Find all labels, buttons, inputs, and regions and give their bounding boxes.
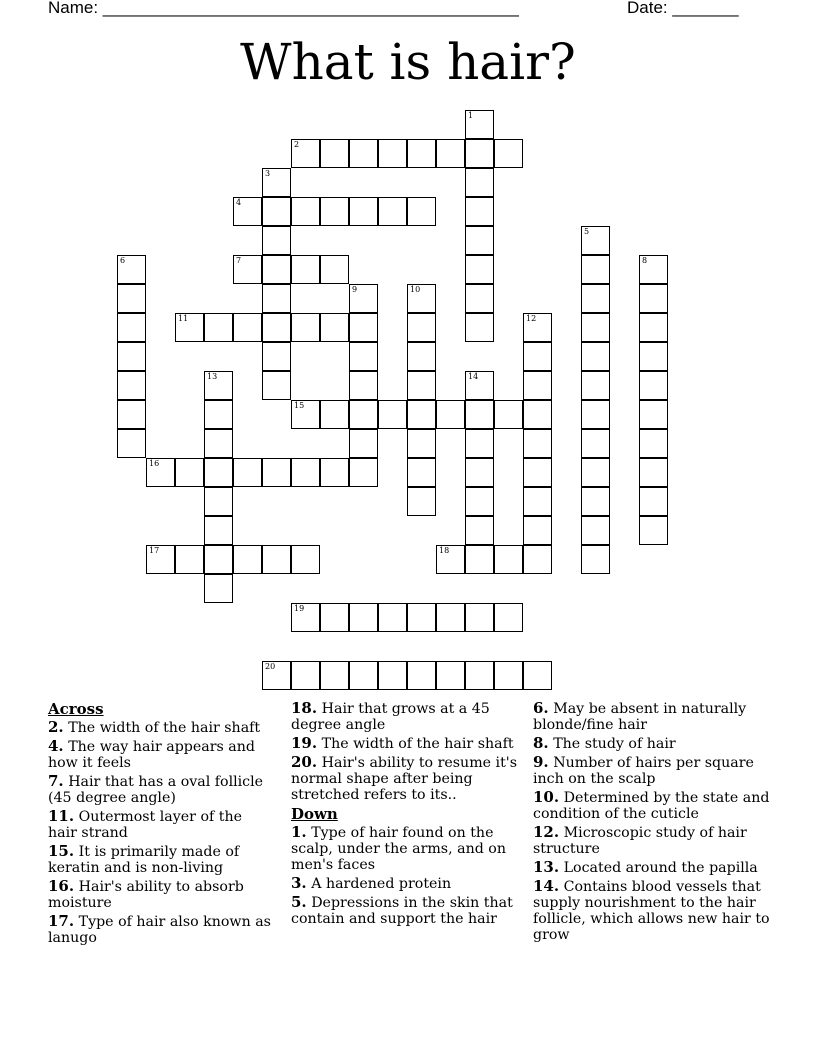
crossword-cell[interactable]	[581, 342, 610, 371]
clue-number: 4	[236, 198, 242, 207]
crossword-cell[interactable]	[465, 516, 494, 545]
crossword-cell[interactable]	[291, 313, 320, 342]
crossword-cell[interactable]	[233, 458, 262, 487]
crossword-cell[interactable]	[378, 197, 407, 226]
crossword-cell[interactable]	[349, 197, 378, 226]
crossword-cell[interactable]	[378, 603, 407, 632]
clue-number: 1	[468, 111, 474, 120]
crossword-cell[interactable]	[465, 545, 494, 574]
crossword-cell[interactable]	[233, 197, 262, 226]
crossword-cell[interactable]	[204, 458, 233, 487]
crossword-cell[interactable]	[262, 458, 291, 487]
crossword-cell[interactable]	[233, 545, 262, 574]
crossword-cell[interactable]	[291, 400, 320, 429]
crossword-cell[interactable]	[436, 400, 465, 429]
crossword-cell[interactable]	[465, 226, 494, 255]
crossword-cell[interactable]	[581, 313, 610, 342]
crossword-cell[interactable]	[291, 139, 320, 168]
crossword-cell[interactable]	[465, 139, 494, 168]
crossword-cell[interactable]	[349, 458, 378, 487]
crossword-cell[interactable]	[407, 371, 436, 400]
crossword-cell[interactable]	[639, 458, 668, 487]
clue-across-4: 4. The way hair appears and how it feels	[48, 737, 255, 771]
clue-number: 6	[120, 256, 126, 265]
crossword-cell[interactable]	[581, 545, 610, 574]
crossword-cell[interactable]	[523, 429, 552, 458]
crossword-cell[interactable]	[581, 226, 610, 255]
crossword-cell[interactable]	[639, 255, 668, 284]
clue-down-12: 12. Microscopic study of hair structure	[533, 823, 747, 857]
clue-across-7: 7. Hair that has a oval follicle (45 degree angle)	[48, 772, 264, 806]
crossword-cell[interactable]	[436, 603, 465, 632]
crossword-cell[interactable]	[204, 313, 233, 342]
crossword-cell[interactable]	[465, 400, 494, 429]
crossword-cell[interactable]	[262, 661, 291, 690]
crossword-cell[interactable]	[117, 342, 146, 371]
crossword-cell[interactable]	[117, 400, 146, 429]
crossword-cell[interactable]	[494, 603, 523, 632]
crossword-cell[interactable]	[465, 458, 494, 487]
crossword-cell[interactable]	[639, 516, 668, 545]
crossword-cell[interactable]	[523, 371, 552, 400]
crossword-cell[interactable]	[639, 487, 668, 516]
crossword-cell[interactable]	[320, 603, 349, 632]
date-field[interactable]: Date: _______	[627, 0, 739, 17]
crossword-cell[interactable]	[291, 197, 320, 226]
crossword-cell[interactable]	[581, 487, 610, 516]
name-field[interactable]: Name: ____________________________________________	[48, 0, 519, 17]
crossword-cell[interactable]	[175, 313, 204, 342]
crossword-cell[interactable]	[639, 371, 668, 400]
clue-down-5: 5. Depressions in the skin that contain and support the hair	[291, 893, 513, 927]
crossword-cell[interactable]	[523, 313, 552, 342]
crossword-cell[interactable]	[349, 603, 378, 632]
crossword-cell[interactable]	[262, 371, 291, 400]
crossword-cell[interactable]	[262, 197, 291, 226]
crossword-cell[interactable]	[349, 284, 378, 313]
crossword-cell[interactable]	[465, 487, 494, 516]
crossword-cell[interactable]	[233, 255, 262, 284]
crossword-cell[interactable]	[320, 139, 349, 168]
clue-number: 5	[584, 227, 590, 236]
crossword-cell[interactable]	[349, 429, 378, 458]
across-heading: Across	[48, 700, 104, 718]
crossword-cell[interactable]	[204, 487, 233, 516]
clue-down-3: 3. A hardened protein	[291, 874, 452, 892]
down-heading: Down	[291, 805, 338, 823]
clue-column-2	[291, 700, 523, 929]
crossword-cell[interactable]	[349, 313, 378, 342]
clue-number: 16	[149, 459, 160, 468]
crossword-cell[interactable]	[494, 545, 523, 574]
crossword-cell[interactable]	[523, 458, 552, 487]
clue-number: 8	[642, 256, 648, 265]
crossword-cell[interactable]	[146, 458, 175, 487]
clue-across-15: 15. It is primarily made of keratin and is non-living	[48, 842, 240, 876]
clue-number: 20	[265, 662, 276, 671]
clue-across-11: 11. Outermost layer of the hair strand	[48, 807, 242, 841]
crossword-cell[interactable]	[117, 313, 146, 342]
clue-number: 11	[178, 314, 189, 323]
crossword-cell[interactable]	[204, 429, 233, 458]
clue-down-6: 6. May be absent in naturally blonde/fine hair	[533, 699, 747, 733]
crossword-cell[interactable]	[407, 400, 436, 429]
crossword-cell[interactable]	[349, 400, 378, 429]
crossword-cell[interactable]	[494, 139, 523, 168]
crossword-cell[interactable]	[523, 545, 552, 574]
crossword-cell[interactable]	[639, 313, 668, 342]
crossword-cell[interactable]	[378, 400, 407, 429]
clue-down-8: 8. The study of hair	[533, 734, 676, 752]
crossword-cell[interactable]	[523, 516, 552, 545]
crossword-cell[interactable]	[407, 284, 436, 313]
crossword-cell[interactable]	[320, 458, 349, 487]
clue-across-20: 20. Hair's ability to resume it's normal shape after being stretched refers to its..	[291, 753, 517, 803]
crossword-cell[interactable]	[291, 661, 320, 690]
crossword-cell[interactable]	[407, 458, 436, 487]
crossword-cell[interactable]	[407, 139, 436, 168]
crossword-cell[interactable]	[320, 400, 349, 429]
crossword-cell[interactable]	[465, 371, 494, 400]
crossword-cell[interactable]	[291, 545, 320, 574]
crossword-cell[interactable]	[523, 400, 552, 429]
crossword-cell[interactable]	[262, 545, 291, 574]
crossword-cell[interactable]	[523, 342, 552, 371]
crossword-cell[interactable]	[407, 313, 436, 342]
crossword-cell[interactable]	[465, 429, 494, 458]
crossword-cell[interactable]	[349, 371, 378, 400]
crossword-cell[interactable]	[262, 284, 291, 313]
clue-number: 18	[439, 546, 450, 555]
crossword-cell[interactable]	[117, 371, 146, 400]
clue-number: 3	[265, 169, 271, 178]
clue-down-10: 10. Determined by the state and condition of the cuticle	[533, 788, 770, 822]
clue-number: 10	[410, 285, 421, 294]
crossword-cell[interactable]	[407, 661, 436, 690]
clue-number: 12	[526, 314, 537, 323]
crossword-cell[interactable]	[639, 429, 668, 458]
clue-down-14: 14. Contains blood vessels that supply nourishment to the hair follicle, which allows new hair to grow	[533, 877, 770, 943]
crossword-cell[interactable]	[204, 574, 233, 603]
crossword-cell[interactable]	[494, 661, 523, 690]
crossword-cell[interactable]	[639, 284, 668, 313]
crossword-cell[interactable]	[436, 545, 465, 574]
crossword-cell[interactable]	[233, 313, 262, 342]
crossword-cell[interactable]	[349, 342, 378, 371]
crossword-cell[interactable]	[262, 313, 291, 342]
crossword-cell[interactable]	[146, 545, 175, 574]
clue-across-19: 19. The width of the hair shaft	[291, 734, 514, 752]
clue-number: 13	[207, 372, 218, 381]
clue-column-1	[48, 700, 273, 948]
crossword-cell[interactable]	[320, 313, 349, 342]
crossword-cell[interactable]	[117, 255, 146, 284]
crossword-cell[interactable]	[465, 661, 494, 690]
crossword-cell[interactable]	[407, 603, 436, 632]
clue-number: 17	[149, 546, 160, 555]
crossword-cell[interactable]	[407, 429, 436, 458]
crossword-cell[interactable]	[204, 371, 233, 400]
crossword-cell[interactable]	[436, 139, 465, 168]
clue-number: 9	[352, 285, 358, 294]
crossword-cell[interactable]	[262, 168, 291, 197]
crossword-cell[interactable]	[175, 545, 204, 574]
crossword-cell[interactable]	[291, 458, 320, 487]
crossword-cell[interactable]	[407, 342, 436, 371]
crossword-cell[interactable]	[581, 284, 610, 313]
clue-number: 7	[236, 256, 242, 265]
crossword-cell[interactable]	[204, 400, 233, 429]
crossword-cell[interactable]	[262, 226, 291, 255]
crossword-cell[interactable]	[117, 284, 146, 313]
crossword-cell[interactable]	[117, 429, 146, 458]
crossword-cell[interactable]	[523, 487, 552, 516]
clue-across-17: 17. Type of hair also known as lanugo	[48, 912, 271, 946]
clue-column-3	[533, 700, 773, 945]
crossword-cell[interactable]	[465, 168, 494, 197]
clue-down-13: 13. Located around the papilla	[533, 858, 758, 876]
crossword-cell[interactable]	[523, 661, 552, 690]
crossword-cell[interactable]	[581, 458, 610, 487]
clue-number: 14	[468, 372, 479, 381]
crossword-cell[interactable]	[320, 661, 349, 690]
page-title: What is hair?	[240, 33, 576, 91]
crossword-cell[interactable]	[320, 255, 349, 284]
clue-across-16: 16. Hair's ability to absorb moisture	[48, 877, 244, 911]
crossword-cell[interactable]	[204, 516, 233, 545]
crossword-cell[interactable]	[581, 429, 610, 458]
clue-number: 2	[294, 140, 300, 149]
crossword-cell[interactable]	[407, 487, 436, 516]
crossword-cell[interactable]	[581, 255, 610, 284]
crossword-cell[interactable]	[465, 110, 494, 139]
crossword-cell[interactable]	[639, 342, 668, 371]
crossword-cell[interactable]	[465, 603, 494, 632]
clue-down-1: 1. Type of hair found on the scalp, under the arms, and on men's faces	[291, 823, 506, 873]
crossword-cell[interactable]	[494, 400, 523, 429]
crossword-cell[interactable]	[262, 255, 291, 284]
crossword-cell[interactable]	[349, 661, 378, 690]
crossword-cell[interactable]	[378, 139, 407, 168]
crossword-cell[interactable]	[291, 255, 320, 284]
crossword-cell[interactable]	[175, 458, 204, 487]
crossword-cell[interactable]	[581, 371, 610, 400]
crossword-cell[interactable]	[581, 516, 610, 545]
clue-down-9: 9. Number of hairs per square inch on the scalp	[533, 753, 754, 787]
crossword-cell[interactable]	[465, 313, 494, 342]
crossword-cell[interactable]	[639, 400, 668, 429]
clue-across-18: 18. Hair that grows at a 45 degree angle	[291, 699, 490, 733]
crossword-cell[interactable]	[465, 255, 494, 284]
crossword-cell[interactable]	[204, 545, 233, 574]
clue-number: 15	[294, 401, 305, 410]
crossword-cell[interactable]	[436, 661, 465, 690]
crossword-cell[interactable]	[378, 661, 407, 690]
crossword-cell[interactable]	[262, 342, 291, 371]
crossword-cell[interactable]	[465, 197, 494, 226]
clue-across-2: 2. The width of the hair shaft	[48, 718, 261, 736]
crossword-cell[interactable]	[407, 197, 436, 226]
crossword-cell[interactable]	[291, 603, 320, 632]
crossword-cell[interactable]	[349, 139, 378, 168]
crossword-cell[interactable]	[320, 197, 349, 226]
crossword-cell[interactable]	[581, 400, 610, 429]
clue-number: 19	[294, 604, 305, 613]
crossword-cell[interactable]	[465, 284, 494, 313]
